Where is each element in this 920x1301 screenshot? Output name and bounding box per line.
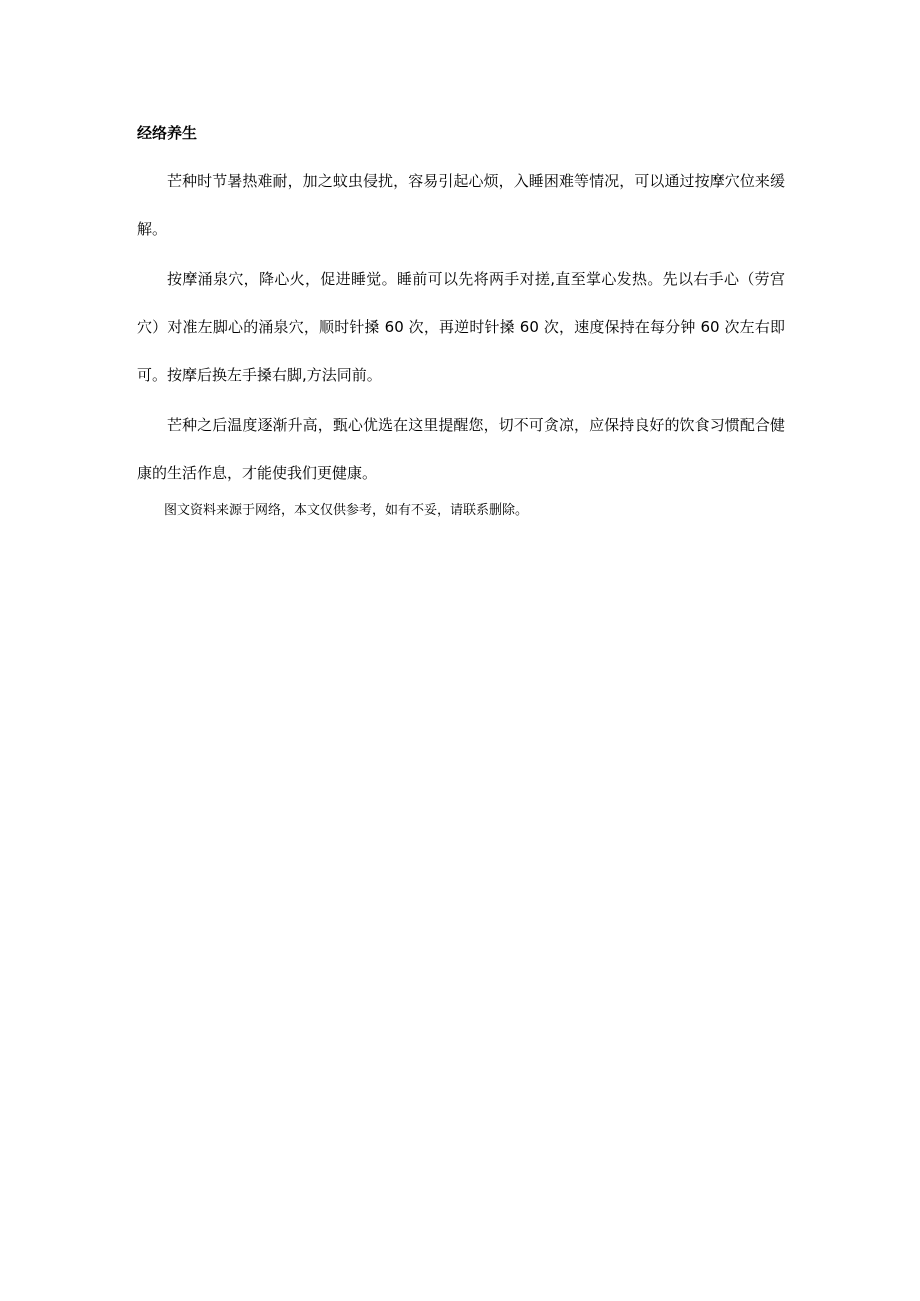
- paragraph-intro: 芒种时节暑热难耐，加之蚊虫侵扰，容易引起心烦，入睡困难等情况，可以通过按摩穴位来缓解。: [137, 172, 785, 238]
- paragraph-massage: 按摩涌泉穴，降心火，促进睡觉。睡前可以先将两手对搓,直至掌心发热。先以右手心（劳宫穴）对准左脚心的涌泉穴，顺时针搡 60 次，再逆时针搡 60 次，速度保持在每分钟 60 次左右即可。按摩后换左手搡右脚,方法同前。: [137, 270, 785, 384]
- section-heading: 经络养生: [137, 124, 198, 142]
- disclaimer-note: 图文资料来源于网络，本文仅供参考，如有不妥，请联系删除。: [164, 503, 529, 518]
- paragraph-reminder: 芒种之后温度逐渐升高，甄心优选在这里提醒您，切不可贪凉，应保持良好的饮食习惯配合健康的生活作息，才能使我们更健康。: [137, 416, 785, 482]
- document-body: [137, 119, 785, 525]
